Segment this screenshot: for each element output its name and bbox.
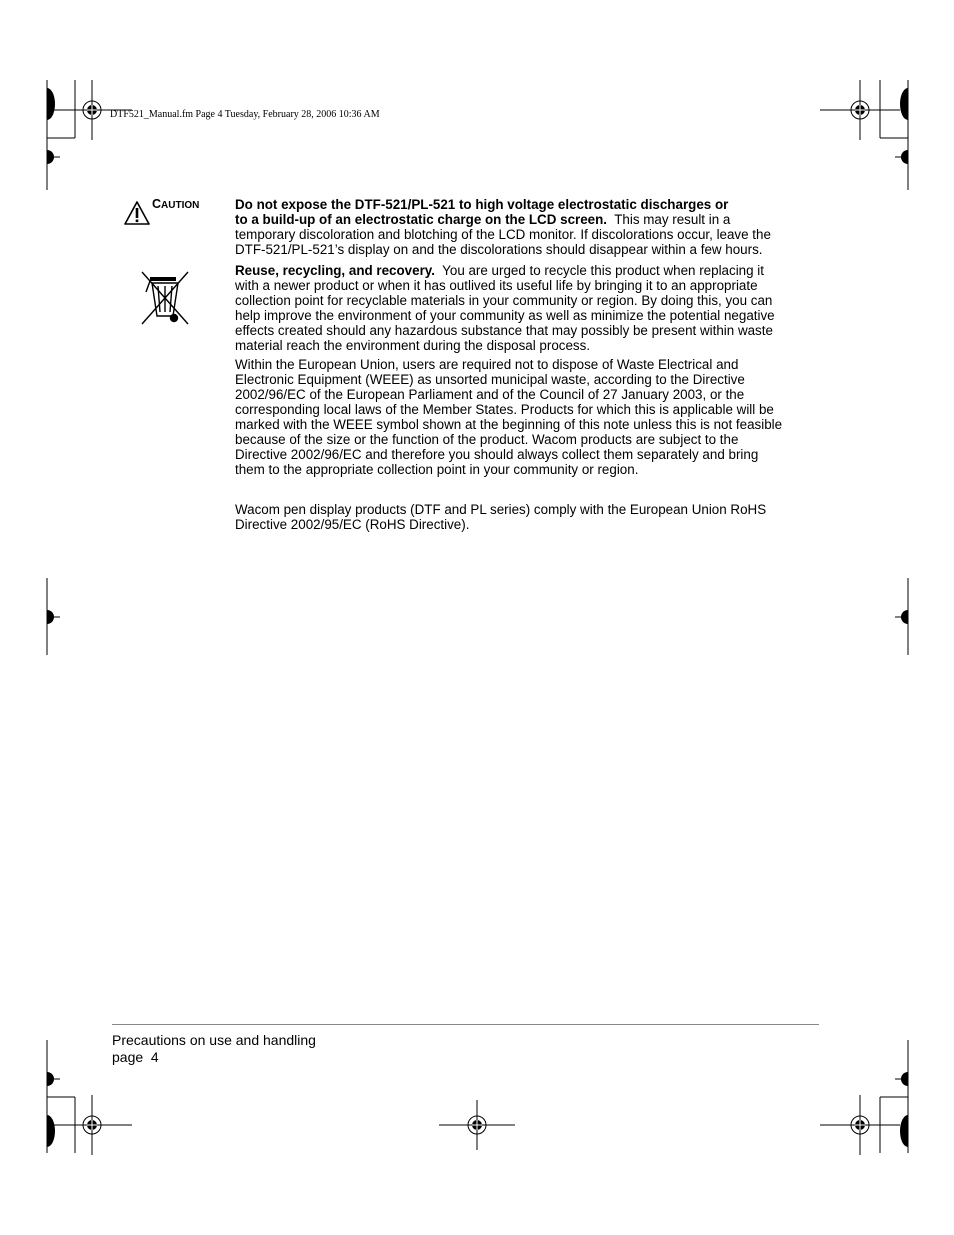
weee-line: Within the European Union, users are required not to dispose of Waste Electrical and: [235, 357, 739, 372]
rohs-line: Wacom pen display products (DTF and PL series) comply with the European Union RoHS: [235, 502, 767, 517]
recycling-paragraph: [235, 263, 810, 353]
weee-line: Electronic Equipment (WEEE) as unsorted municipal waste, according to the Directive: [235, 372, 745, 387]
weee-line: corresponding local laws of the Member States. Products for which this is applicable will be: [235, 402, 774, 417]
footer-page-number: page 4: [112, 1049, 159, 1065]
recycling-line: help improve the environment of your community as well as minimize the potential negative: [235, 308, 775, 323]
rohs-paragraph: [235, 502, 810, 532]
footer-section-title: Precautions on use and handling: [112, 1032, 316, 1048]
footer-rule: [112, 1024, 819, 1025]
weee-paragraph: [235, 357, 810, 477]
weee-line: Directive 2002/96/EC and therefore you should always collect them separately and bring: [235, 447, 759, 462]
recycling-line: with a newer product or when it has outlived its useful life by bringing it to an appropriate: [235, 278, 758, 293]
rohs-line: Directive 2002/95/EC (RoHS Directive).: [235, 517, 470, 532]
caution-paragraph: [235, 197, 810, 257]
weee-line: because of the size or the function of the product. Wacom products are subject to the: [235, 432, 739, 447]
caution-label: CAUTION: [152, 197, 200, 211]
weee-line: 2002/96/EC of the European Parliament and of the Council of 27 January 2003, or the: [235, 387, 745, 402]
registration-mark-icon: [820, 1095, 900, 1155]
caution-line: to a build-up of an electrostatic charge on the LCD screen. This may result in a: [235, 212, 731, 227]
caution-bold-line: Do not expose the DTF-521/PL-521 to high voltage electrostatic discharges or: [235, 197, 729, 212]
recycling-line: effects created should any hazardous substance that may possibly be present within waste: [235, 323, 773, 338]
recycling-line: collection point for recyclable materials in your community or region. By doing this, you can: [235, 293, 773, 308]
file-slug: DTF521_Manual.fm Page 4 Tuesday, February 28, 2006 10:36 AM: [110, 109, 380, 120]
recycling-line: Reuse, recycling, and recovery. You are urged to recycle this product when replacing it: [235, 263, 764, 278]
registration-mark-icon: [439, 1100, 515, 1150]
weee-line: marked with the WEEE symbol shown at the beginning of this note unless this is not feasible: [235, 417, 783, 432]
page-footer: [112, 1032, 316, 1066]
registration-mark-icon: [820, 80, 900, 140]
caution-line: DTF-521/PL-521’s display on and the discolorations should disappear within a few hours.: [235, 242, 763, 257]
weee-line: them to the appropriate collection point in your community or region.: [235, 462, 639, 477]
recycling-line: material reach the environment during the disposal process.: [235, 338, 591, 353]
crossed-out-wheelie-bin-icon: [142, 272, 188, 324]
warning-triangle-icon: [125, 202, 149, 224]
caution-line: temporary discoloration and blotching of the LCD monitor. If discolorations occur, leave the: [235, 227, 771, 242]
registration-mark-icon: [52, 1095, 132, 1155]
